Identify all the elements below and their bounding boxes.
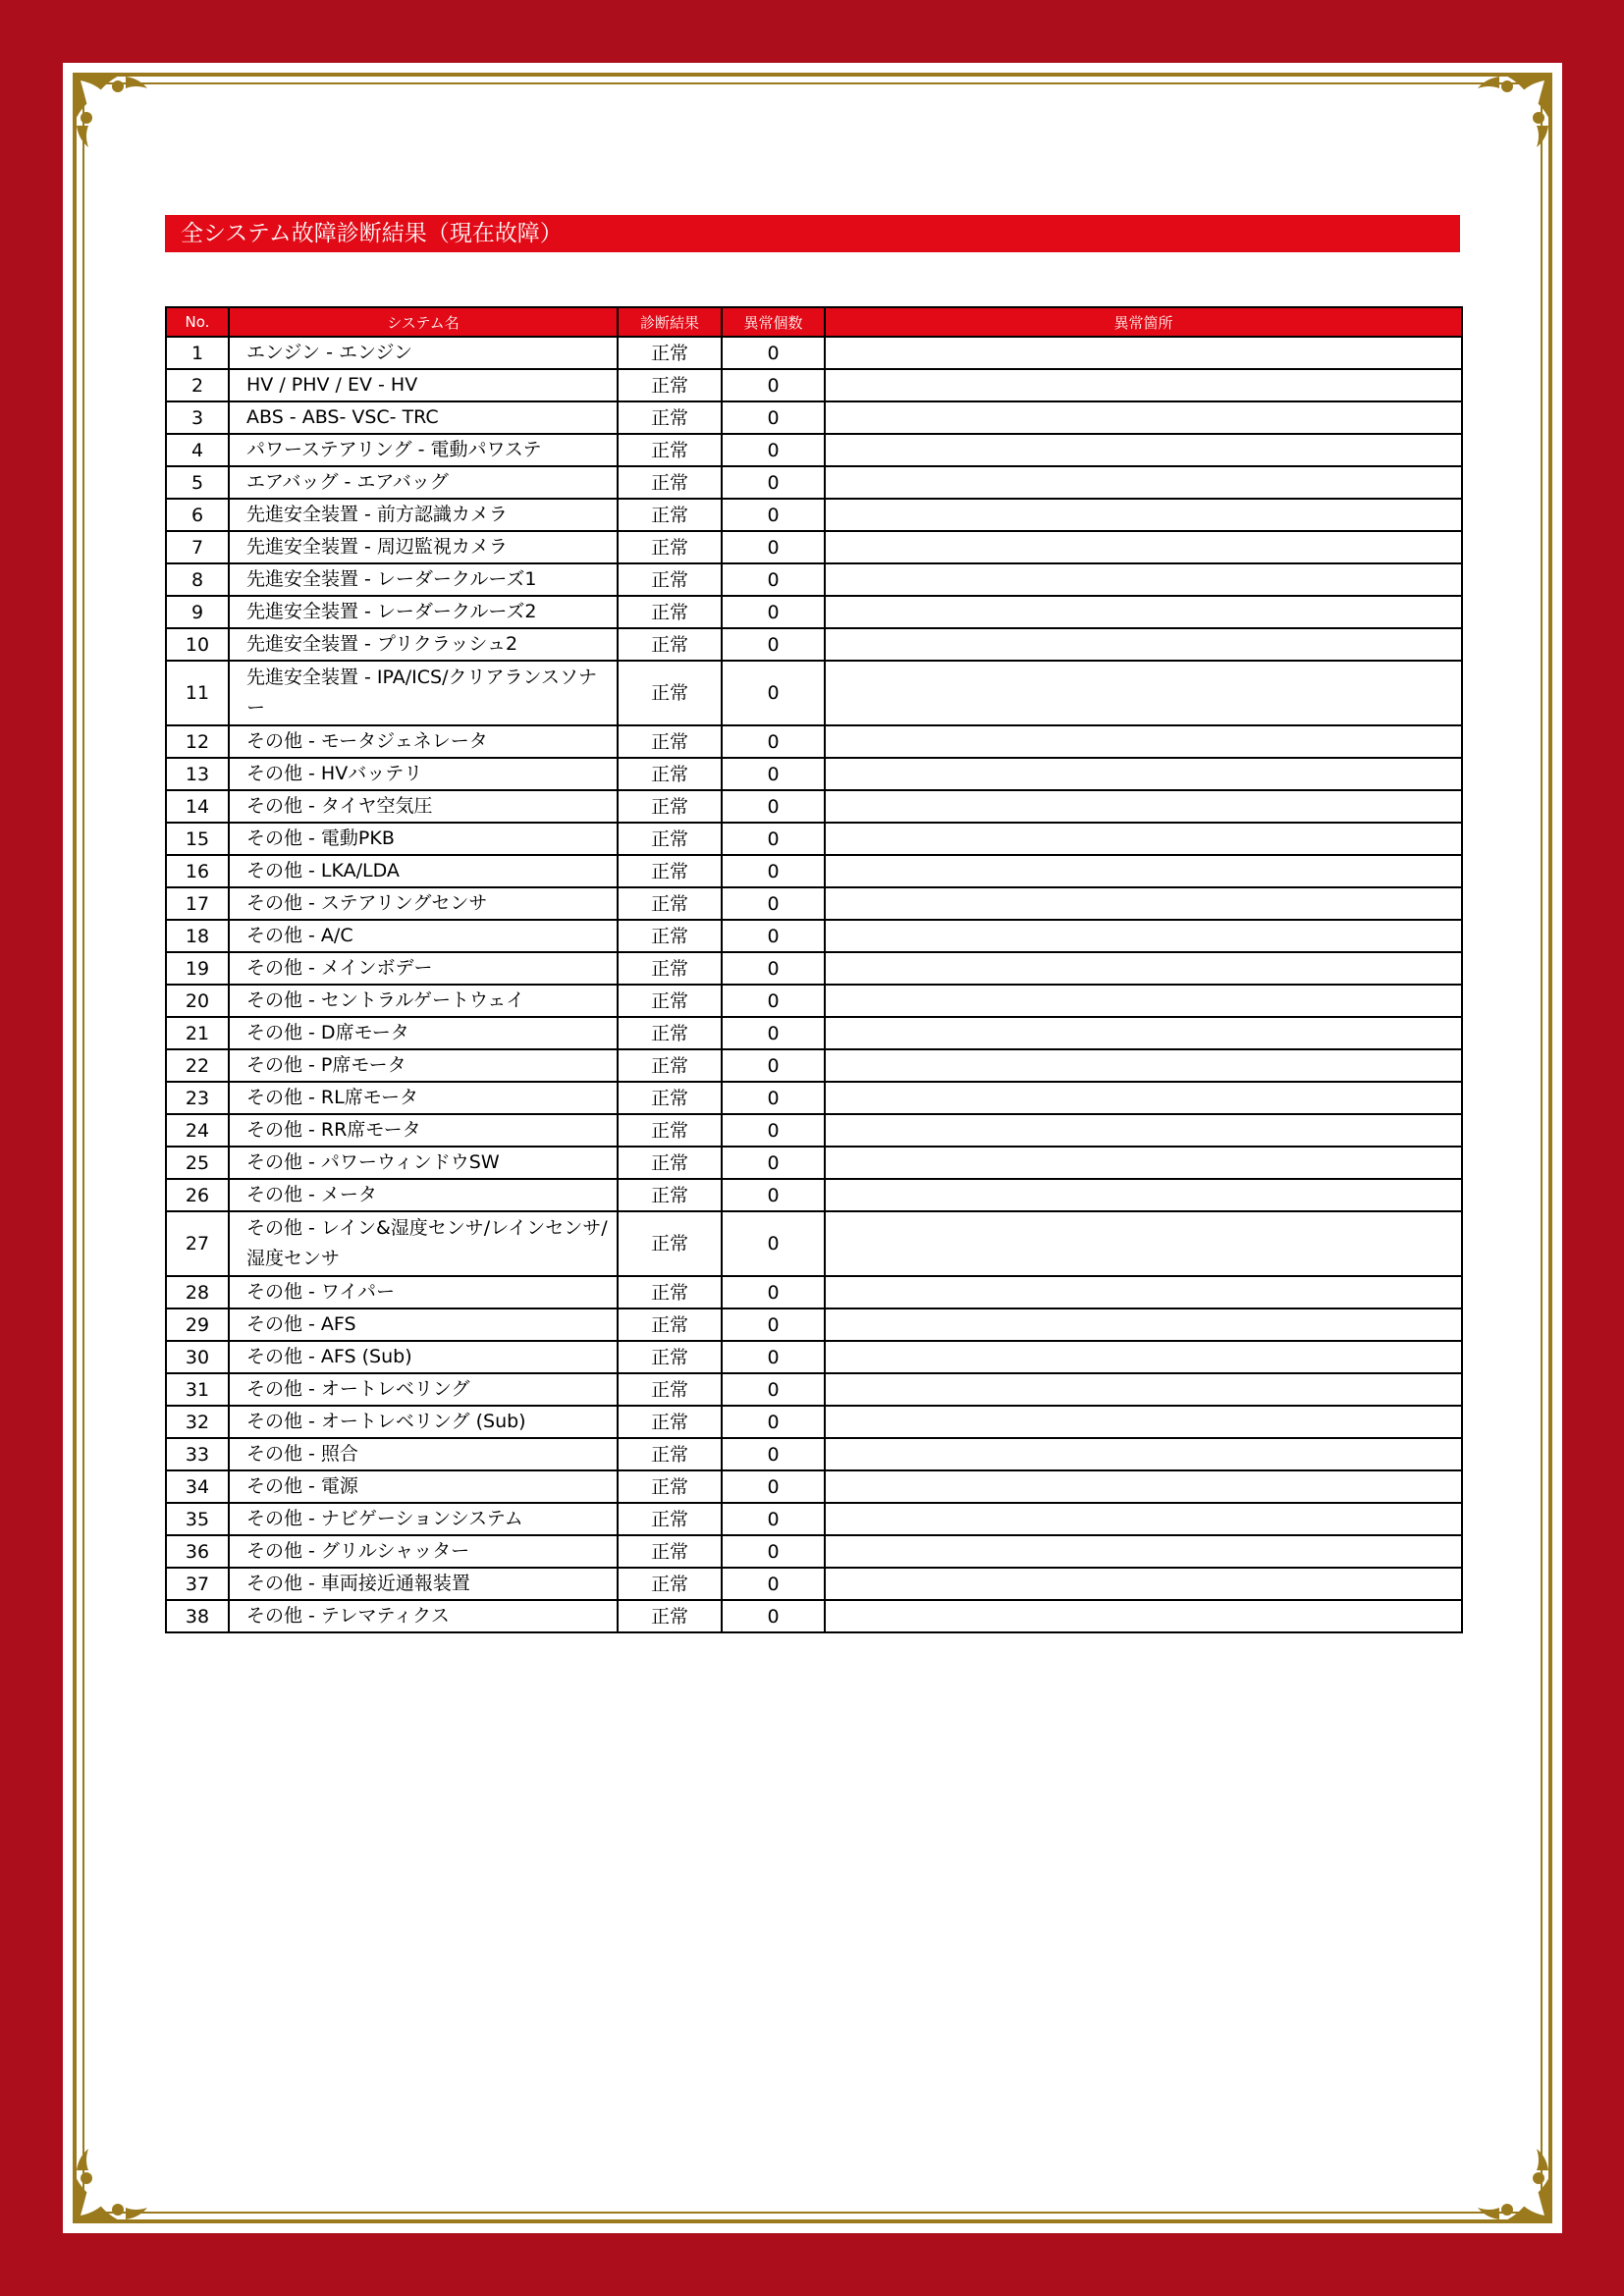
cell-system-name: その他 - テレマティクス — [229, 1600, 618, 1632]
cell-result: 正常 — [618, 1017, 722, 1049]
report-page — [63, 63, 1562, 2233]
cell-system-name: その他 - 電源 — [229, 1470, 618, 1503]
cell-result: 正常 — [618, 1114, 722, 1147]
cell-result: 正常 — [618, 1568, 722, 1600]
cell-result: 正常 — [618, 1179, 722, 1211]
table-row — [166, 1147, 1462, 1179]
cell-count: 0 — [722, 369, 825, 401]
table-row — [166, 1470, 1462, 1503]
cell-location — [825, 1535, 1462, 1568]
cell-location — [825, 1179, 1462, 1211]
cell-result: 正常 — [618, 466, 722, 499]
cell-count: 0 — [722, 985, 825, 1017]
cell-location — [825, 1568, 1462, 1600]
cell-result: 正常 — [618, 1147, 722, 1179]
cell-location — [825, 628, 1462, 661]
cell-result: 正常 — [618, 887, 722, 920]
cell-count: 0 — [722, 952, 825, 985]
cell-no: 28 — [166, 1276, 229, 1308]
table-row — [166, 1082, 1462, 1114]
cell-system-name: その他 - 照合 — [229, 1438, 618, 1470]
cell-system-name: パワーステアリング - 電動パワステ — [229, 434, 618, 466]
cell-no: 5 — [166, 466, 229, 499]
cell-location — [825, 1438, 1462, 1470]
cell-count: 0 — [722, 628, 825, 661]
cell-count: 0 — [722, 1211, 825, 1276]
header-count: 異常個数 — [722, 307, 825, 337]
cell-result: 正常 — [618, 401, 722, 434]
table-row — [166, 758, 1462, 790]
table-row — [166, 1049, 1462, 1082]
cell-location — [825, 1600, 1462, 1632]
cell-count: 0 — [722, 1114, 825, 1147]
diagnosis-table — [165, 306, 1463, 1633]
cell-system-name: その他 - グリルシャッター — [229, 1535, 618, 1568]
cell-no: 19 — [166, 952, 229, 985]
cell-count: 0 — [722, 1341, 825, 1373]
cell-count: 0 — [722, 466, 825, 499]
cell-count: 0 — [722, 434, 825, 466]
cell-count: 0 — [722, 1276, 825, 1308]
cell-system-name: その他 - オートレベリング — [229, 1373, 618, 1406]
table-row — [166, 887, 1462, 920]
cell-system-name: その他 - タイヤ空気圧 — [229, 790, 618, 823]
cell-count: 0 — [722, 725, 825, 758]
cell-count: 0 — [722, 823, 825, 855]
table-header-row — [166, 307, 1462, 337]
table-row — [166, 1503, 1462, 1535]
cell-no: 31 — [166, 1373, 229, 1406]
cell-count: 0 — [722, 661, 825, 725]
cell-system-name: 先進安全装置 - プリクラッシュ2 — [229, 628, 618, 661]
cell-result: 正常 — [618, 596, 722, 628]
cell-no: 11 — [166, 661, 229, 725]
cell-result: 正常 — [618, 920, 722, 952]
cell-result: 正常 — [618, 499, 722, 531]
cell-system-name: その他 - メインボデー — [229, 952, 618, 985]
cell-result: 正常 — [618, 1308, 722, 1341]
cell-result: 正常 — [618, 434, 722, 466]
table-row — [166, 1535, 1462, 1568]
cell-no: 4 — [166, 434, 229, 466]
cell-location — [825, 1017, 1462, 1049]
cell-count: 0 — [722, 1147, 825, 1179]
cell-no: 18 — [166, 920, 229, 952]
cell-system-name: その他 - メータ — [229, 1179, 618, 1211]
table-row — [166, 596, 1462, 628]
cell-system-name: エアバッグ - エアバッグ — [229, 466, 618, 499]
table-row — [166, 1276, 1462, 1308]
cell-location — [825, 1341, 1462, 1373]
cell-system-name: その他 - 電動PKB — [229, 823, 618, 855]
cell-result: 正常 — [618, 1049, 722, 1082]
cell-no: 33 — [166, 1438, 229, 1470]
cell-result: 正常 — [618, 1600, 722, 1632]
cell-no: 3 — [166, 401, 229, 434]
cell-system-name: その他 - パワーウィンドウSW — [229, 1147, 618, 1179]
cell-result: 正常 — [618, 790, 722, 823]
cell-result: 正常 — [618, 563, 722, 596]
table-row — [166, 1308, 1462, 1341]
cell-count: 0 — [722, 1406, 825, 1438]
table-row — [166, 790, 1462, 823]
cell-no: 10 — [166, 628, 229, 661]
cell-no: 38 — [166, 1600, 229, 1632]
corner-ornament-icon — [1464, 67, 1558, 161]
cell-result: 正常 — [618, 855, 722, 887]
cell-system-name: その他 - セントラルゲートウェイ — [229, 985, 618, 1017]
table-row — [166, 725, 1462, 758]
cell-system-name: その他 - AFS — [229, 1308, 618, 1341]
cell-no: 35 — [166, 1503, 229, 1535]
header-result: 診断結果 — [618, 307, 722, 337]
cell-no: 37 — [166, 1568, 229, 1600]
cell-location — [825, 531, 1462, 563]
cell-count: 0 — [722, 790, 825, 823]
cell-location — [825, 985, 1462, 1017]
table-row — [166, 1341, 1462, 1373]
cell-result: 正常 — [618, 1406, 722, 1438]
cell-count: 0 — [722, 1082, 825, 1114]
cell-no: 1 — [166, 337, 229, 369]
cell-no: 2 — [166, 369, 229, 401]
table-row — [166, 1114, 1462, 1147]
cell-system-name: エンジン - エンジン — [229, 337, 618, 369]
cell-location — [825, 499, 1462, 531]
table-row — [166, 1179, 1462, 1211]
cell-count: 0 — [722, 855, 825, 887]
header-no: No. — [166, 307, 229, 337]
cell-location — [825, 725, 1462, 758]
cell-system-name: その他 - 車両接近通報装置 — [229, 1568, 618, 1600]
cell-location — [825, 855, 1462, 887]
cell-system-name: その他 - LKA/LDA — [229, 855, 618, 887]
corner-ornament-icon — [67, 2135, 161, 2229]
cell-system-name: 先進安全装置 - IPA/ICS/クリアランスソナー — [229, 661, 618, 725]
cell-no: 36 — [166, 1535, 229, 1568]
cell-count: 0 — [722, 1179, 825, 1211]
cell-system-name: その他 - オートレベリング (Sub) — [229, 1406, 618, 1438]
cell-count: 0 — [722, 563, 825, 596]
cell-location — [825, 661, 1462, 725]
cell-system-name: その他 - RL席モータ — [229, 1082, 618, 1114]
cell-location — [825, 466, 1462, 499]
cell-location — [825, 790, 1462, 823]
cell-system-name: 先進安全装置 - レーダークルーズ1 — [229, 563, 618, 596]
cell-location — [825, 823, 1462, 855]
cell-system-name: 先進安全装置 - 周辺監視カメラ — [229, 531, 618, 563]
cell-result: 正常 — [618, 531, 722, 563]
cell-result: 正常 — [618, 1341, 722, 1373]
cell-count: 0 — [722, 499, 825, 531]
cell-no: 27 — [166, 1211, 229, 1276]
cell-no: 14 — [166, 790, 229, 823]
cell-system-name: HV / PHV / EV - HV — [229, 369, 618, 401]
cell-location — [825, 1308, 1462, 1341]
page-title: 全システム故障診断結果（現在故障） — [165, 215, 1460, 252]
cell-system-name: その他 - AFS (Sub) — [229, 1341, 618, 1373]
cell-location — [825, 1503, 1462, 1535]
cell-no: 25 — [166, 1147, 229, 1179]
cell-no: 6 — [166, 499, 229, 531]
cell-location — [825, 1114, 1462, 1147]
cell-count: 0 — [722, 1503, 825, 1535]
table-row — [166, 401, 1462, 434]
cell-count: 0 — [722, 887, 825, 920]
cell-system-name: その他 - A/C — [229, 920, 618, 952]
cell-count: 0 — [722, 1535, 825, 1568]
cell-result: 正常 — [618, 1373, 722, 1406]
cell-no: 17 — [166, 887, 229, 920]
cell-result: 正常 — [618, 1211, 722, 1276]
cell-location — [825, 1276, 1462, 1308]
cell-location — [825, 1211, 1462, 1276]
table-row — [166, 563, 1462, 596]
cell-no: 15 — [166, 823, 229, 855]
cell-no: 21 — [166, 1017, 229, 1049]
cell-count: 0 — [722, 1308, 825, 1341]
cell-count: 0 — [722, 337, 825, 369]
cell-location — [825, 758, 1462, 790]
cell-result: 正常 — [618, 1438, 722, 1470]
cell-location — [825, 1406, 1462, 1438]
cell-location — [825, 401, 1462, 434]
cell-location — [825, 1147, 1462, 1179]
cell-count: 0 — [722, 1600, 825, 1632]
cell-no: 12 — [166, 725, 229, 758]
header-system-name: システム名 — [229, 307, 618, 337]
cell-no: 29 — [166, 1308, 229, 1341]
cell-result: 正常 — [618, 985, 722, 1017]
table-row — [166, 952, 1462, 985]
table-row — [166, 499, 1462, 531]
table-row — [166, 1438, 1462, 1470]
corner-ornament-icon — [67, 67, 161, 161]
cell-count: 0 — [722, 1017, 825, 1049]
cell-system-name: 先進安全装置 - 前方認識カメラ — [229, 499, 618, 531]
cell-count: 0 — [722, 1049, 825, 1082]
cell-location — [825, 1470, 1462, 1503]
cell-system-name: 先進安全装置 - レーダークルーズ2 — [229, 596, 618, 628]
cell-system-name: その他 - レイン&湿度センサ/レインセンサ/湿度センサ — [229, 1211, 618, 1276]
table-row — [166, 823, 1462, 855]
cell-no: 23 — [166, 1082, 229, 1114]
table-row — [166, 855, 1462, 887]
cell-no: 34 — [166, 1470, 229, 1503]
cell-no: 8 — [166, 563, 229, 596]
cell-no: 22 — [166, 1049, 229, 1082]
cell-location — [825, 920, 1462, 952]
corner-ornament-icon — [1464, 2135, 1558, 2229]
cell-result: 正常 — [618, 1470, 722, 1503]
cell-system-name: ABS - ABS- VSC- TRC — [229, 401, 618, 434]
cell-result: 正常 — [618, 1535, 722, 1568]
cell-location — [825, 369, 1462, 401]
cell-count: 0 — [722, 1438, 825, 1470]
cell-result: 正常 — [618, 952, 722, 985]
table-row — [166, 1017, 1462, 1049]
table-row — [166, 434, 1462, 466]
table-row — [166, 628, 1462, 661]
cell-location — [825, 1082, 1462, 1114]
cell-count: 0 — [722, 920, 825, 952]
cell-location — [825, 596, 1462, 628]
cell-no: 13 — [166, 758, 229, 790]
cell-location — [825, 952, 1462, 985]
cell-location — [825, 1049, 1462, 1082]
cell-count: 0 — [722, 758, 825, 790]
cell-result: 正常 — [618, 1276, 722, 1308]
cell-location — [825, 887, 1462, 920]
cell-system-name: その他 - ステアリングセンサ — [229, 887, 618, 920]
cell-system-name: その他 - ワイパー — [229, 1276, 618, 1308]
cell-result: 正常 — [618, 823, 722, 855]
table-row — [166, 661, 1462, 725]
table-row — [166, 1406, 1462, 1438]
cell-result: 正常 — [618, 369, 722, 401]
table-row — [166, 985, 1462, 1017]
cell-result: 正常 — [618, 1503, 722, 1535]
table-body — [166, 337, 1462, 1632]
table-row — [166, 1568, 1462, 1600]
cell-count: 0 — [722, 1470, 825, 1503]
table-row — [166, 1373, 1462, 1406]
cell-system-name: その他 - RR席モータ — [229, 1114, 618, 1147]
cell-count: 0 — [722, 531, 825, 563]
table-row — [166, 920, 1462, 952]
cell-result: 正常 — [618, 337, 722, 369]
cell-system-name: その他 - P席モータ — [229, 1049, 618, 1082]
cell-system-name: その他 - ナビゲーションシステム — [229, 1503, 618, 1535]
cell-system-name: その他 - モータジェネレータ — [229, 725, 618, 758]
cell-result: 正常 — [618, 1082, 722, 1114]
cell-system-name: その他 - D席モータ — [229, 1017, 618, 1049]
cell-no: 26 — [166, 1179, 229, 1211]
cell-count: 0 — [722, 1568, 825, 1600]
table-row — [166, 466, 1462, 499]
cell-result: 正常 — [618, 661, 722, 725]
cell-location — [825, 1373, 1462, 1406]
cell-no: 9 — [166, 596, 229, 628]
cell-no: 16 — [166, 855, 229, 887]
cell-location — [825, 563, 1462, 596]
cell-no: 20 — [166, 985, 229, 1017]
cell-no: 30 — [166, 1341, 229, 1373]
table-row — [166, 531, 1462, 563]
table-row — [166, 1211, 1462, 1276]
cell-count: 0 — [722, 596, 825, 628]
cell-count: 0 — [722, 1373, 825, 1406]
header-location: 異常箇所 — [825, 307, 1462, 337]
cell-result: 正常 — [618, 758, 722, 790]
cell-no: 32 — [166, 1406, 229, 1438]
cell-location — [825, 434, 1462, 466]
table-row — [166, 337, 1462, 369]
cell-count: 0 — [722, 401, 825, 434]
cell-result: 正常 — [618, 628, 722, 661]
cell-result: 正常 — [618, 725, 722, 758]
cell-system-name: その他 - HVバッテリ — [229, 758, 618, 790]
table-row — [166, 369, 1462, 401]
table-row — [166, 1600, 1462, 1632]
cell-no: 7 — [166, 531, 229, 563]
cell-location — [825, 337, 1462, 369]
cell-no: 24 — [166, 1114, 229, 1147]
